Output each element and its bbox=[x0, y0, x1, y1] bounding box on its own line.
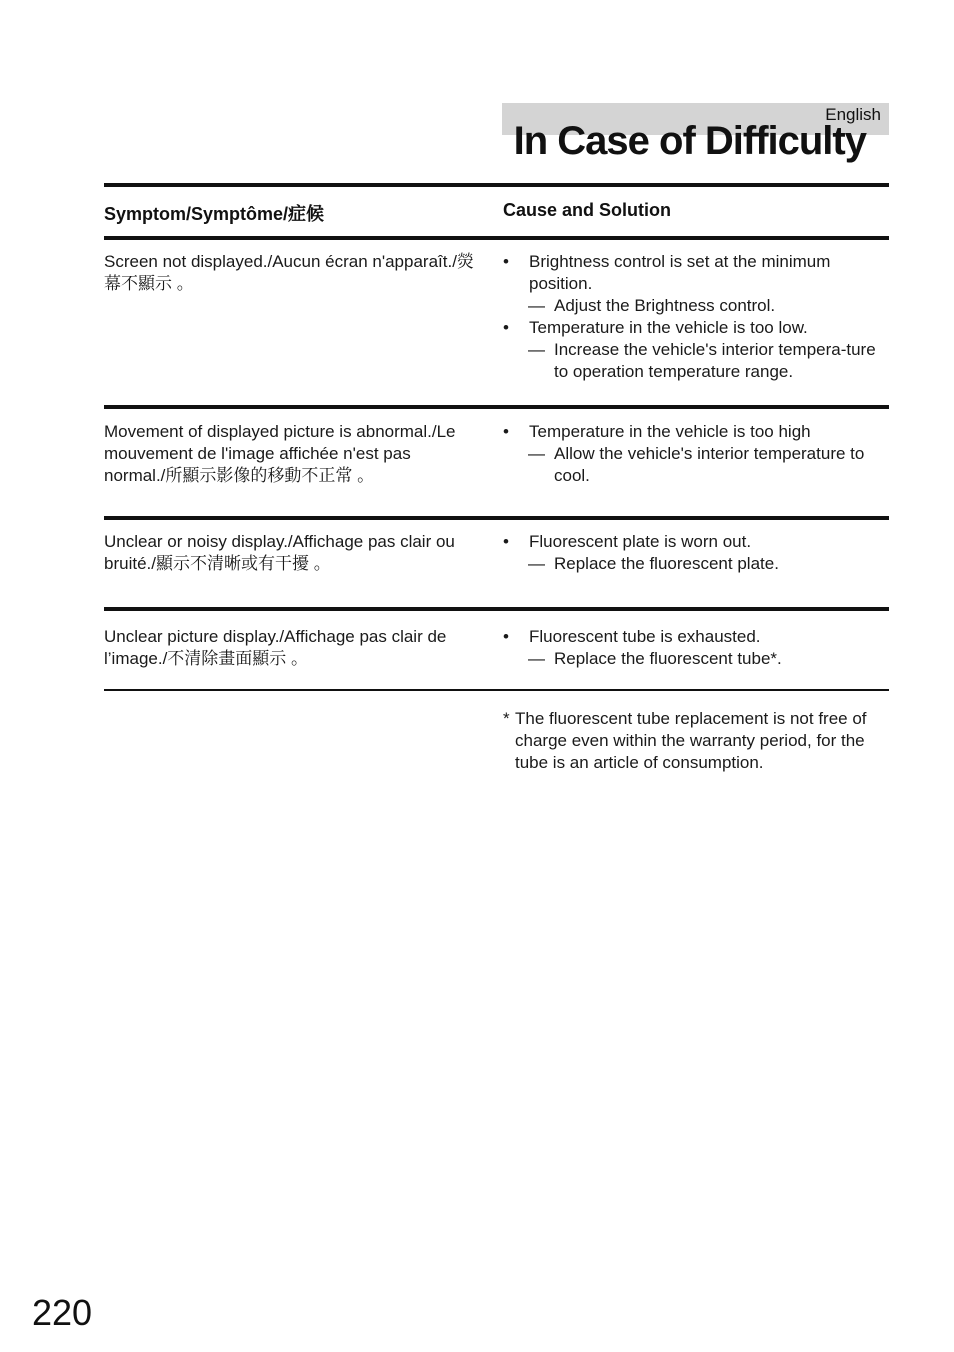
asterisk-mark: * bbox=[503, 709, 510, 728]
cause-text: Fluorescent tube is exhausted. bbox=[529, 627, 761, 646]
language-label: English bbox=[825, 105, 881, 124]
dash-icon: — bbox=[528, 444, 545, 463]
symptom-cell: Unclear or noisy display./Affichage pas clair ou bruité./顯示不清晰或有干擾 。 bbox=[104, 532, 455, 573]
symptom-cell: Screen not displayed./Aucun écran n'apparaît./熒幕不顯示 。 bbox=[104, 252, 474, 293]
cause-item bbox=[503, 317, 893, 339]
bullet-icon: • bbox=[503, 318, 509, 337]
bullet-icon: • bbox=[503, 252, 509, 271]
column-header-symptom: Symptom/Symptôme/症候 bbox=[104, 204, 325, 224]
cause-item bbox=[503, 421, 893, 443]
solution-text: Replace the fluorescent tube*. bbox=[554, 649, 782, 668]
solution-text: Increase the vehicle's interior tempera-ture to operation temperature range. bbox=[554, 340, 876, 381]
footnote-text: The fluorescent tube replacement is not free of charge even within the warranty period, for the tube is an article of consumption. bbox=[515, 709, 867, 772]
column-header-cause: Cause and Solution bbox=[503, 200, 672, 220]
solution-text: Allow the vehicle's interior temperature to cool. bbox=[554, 444, 865, 485]
cause-text: Fluorescent plate is worn out. bbox=[529, 532, 752, 551]
table-top-rule bbox=[104, 183, 889, 187]
cause-item bbox=[503, 626, 893, 648]
page-number: 220 bbox=[32, 1292, 93, 1333]
cause-cell bbox=[503, 421, 893, 487]
solution-item bbox=[503, 295, 893, 317]
cause-text: Temperature in the vehicle is too low. bbox=[529, 318, 808, 337]
cause-text: Temperature in the vehicle is too high bbox=[529, 422, 811, 441]
page-title: In Case of Difficulty bbox=[513, 119, 866, 163]
dash-icon: — bbox=[528, 296, 545, 315]
footnote bbox=[503, 708, 888, 774]
row-divider bbox=[104, 405, 889, 409]
bullet-icon: • bbox=[503, 422, 509, 441]
solution-item bbox=[503, 339, 893, 383]
bullet-icon: • bbox=[503, 627, 509, 646]
solution-text: Adjust the Brightness control. bbox=[554, 296, 776, 315]
solution-item bbox=[503, 443, 893, 487]
row-divider bbox=[104, 607, 889, 611]
solution-text: Replace the fluorescent plate. bbox=[554, 554, 779, 573]
dash-icon: — bbox=[528, 554, 545, 573]
symptom-cell: Unclear picture display./Affichage pas clair de l’image./不清除畫面顯示 。 bbox=[104, 627, 447, 668]
symptom-cell: Movement of displayed picture is abnormal./Le mouvement de l'image affichée n'est pas normal./所顯示影像的移動不正常 。 bbox=[104, 422, 456, 485]
cause-cell bbox=[503, 626, 893, 670]
table-bottom-rule bbox=[104, 689, 889, 691]
bullet-icon: • bbox=[503, 532, 509, 551]
row-divider bbox=[104, 516, 889, 520]
header-bottom-rule bbox=[104, 236, 889, 240]
cause-item bbox=[503, 531, 893, 553]
dash-icon: — bbox=[528, 340, 545, 359]
cause-item bbox=[503, 251, 893, 295]
cause-text: Brightness control is set at the minimum position. bbox=[529, 252, 831, 293]
cause-cell bbox=[503, 531, 893, 575]
cause-cell bbox=[503, 251, 893, 383]
solution-item bbox=[503, 553, 893, 575]
solution-item bbox=[503, 648, 893, 670]
dash-icon: — bbox=[528, 649, 545, 668]
